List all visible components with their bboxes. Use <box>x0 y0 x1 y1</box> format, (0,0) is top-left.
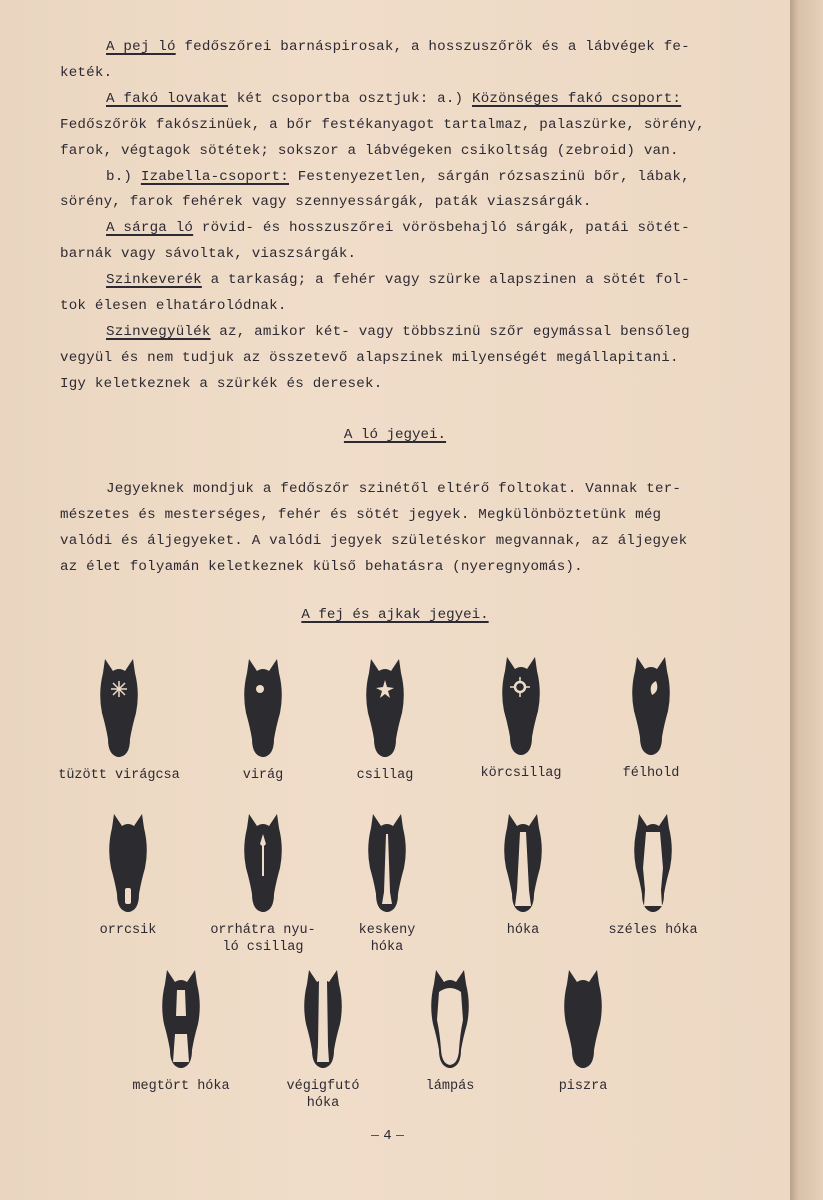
jegyek-line-1: Jegyeknek mondjuk a fedőszőr szinétől eltérő foltokat. Vannak ter- <box>106 481 682 497</box>
horse-head-icon <box>238 657 288 759</box>
pej-text: fedőszőrei barnáspirosak, a hosszuszőrök és a lábvégek fe- <box>175 39 690 55</box>
horse-head-icon <box>360 657 410 759</box>
figure-label: széles hóka <box>608 923 698 938</box>
horse-head-icon <box>298 968 348 1070</box>
figure-piszra <box>508 968 658 1095</box>
horse-head-icon <box>425 968 475 1070</box>
sarga-text: rövid- és hosszuszőrei vörösbehajló sárgák, patái sötét- <box>193 220 690 237</box>
fako-text: két csoportba osztjuk: a.) <box>228 90 472 107</box>
izabella-line-2: sörény, farok fehérek vagy szennyessárgák, paták viaszsárgák. <box>60 194 592 211</box>
fako-paragraph <box>60 87 740 113</box>
kozonseges-term: Közönséges fakó csoport: <box>472 90 682 107</box>
szinkeverek-term: Szinkeverék <box>106 272 202 289</box>
sarga-term: A sárga ló <box>106 220 194 237</box>
fako-line-3: farok, végtagok sötétek; sokszor a lábvégeken csikoltság (zebroid) van. <box>60 142 679 159</box>
szinvegyulek-line-3: Igy keletkeznek a szürkék és deresek. <box>60 375 383 392</box>
figure-label-line-1: orrhátra nyu- <box>210 923 316 938</box>
figure-label: félhold <box>622 766 680 781</box>
figure-csillag <box>310 657 460 784</box>
intro-text <box>60 35 740 398</box>
figure-label: piszra <box>558 1079 608 1094</box>
figure-megtort-hoka <box>106 968 256 1095</box>
szinvegyulek-text: az, amikor két- vagy többszinü szőr egymással bensőleg <box>210 323 690 340</box>
pej-term: A pej ló <box>106 39 176 55</box>
figure-label-line-1: keskeny <box>358 923 416 938</box>
horse-head-icon <box>238 812 288 914</box>
figure-szeles-hoka <box>578 812 728 939</box>
szinvegyulek-term: Szinvegyülék <box>106 323 211 340</box>
heading-text: A ló jegyei. <box>343 427 447 443</box>
page-number-text: 4 <box>383 1128 392 1144</box>
fako-line-2: Fedőszőrök fakószinüek, a bőr festékanyagot tartalmaz, palaszürke, sörény, <box>60 116 705 133</box>
horse-head-icon <box>558 968 608 1070</box>
figure-label: hóka <box>506 923 540 938</box>
szinkeverek-text: a tarkaság; a fehér vagy szürke alapszinen a sötét fol- <box>201 272 690 289</box>
szinvegyulek-line-2: vegyül és nem tudjuk az összetevő alapszinek milyenségét megállapitani. <box>60 349 679 366</box>
jegyek-line-3: valódi és áljegyeket. A valódi jegyek születéskor megvannak, az áljegyek <box>60 533 688 549</box>
pej-text-cont: keték. <box>60 64 113 81</box>
figure-label-line-1: végigfutó <box>286 1079 360 1094</box>
jegyek-paragraph <box>60 476 740 580</box>
section-heading-jegyek <box>0 427 790 443</box>
horse-head-icon <box>156 968 206 1070</box>
heading-text: A fej és ajkak jegyei. <box>301 607 489 623</box>
horse-head-icon <box>496 655 546 757</box>
sarga-paragraph <box>60 216 740 242</box>
izabella-text: Festenyezetlen, sárgán rózsaszinü bőr, lábak, <box>289 168 690 185</box>
figure-label: virág <box>242 768 284 783</box>
figure-label-line-2: hóka <box>370 940 404 955</box>
section-heading-fej <box>0 607 790 623</box>
jegyek-line-4: az élet folyamán keletkeznek külső behatásra (nyeregnyomás). <box>60 559 583 575</box>
figure-label: orrcsik <box>99 923 157 938</box>
dash-left <box>371 1135 379 1137</box>
izabella-paragraph <box>60 165 740 191</box>
figure-felhold <box>576 655 726 782</box>
figure-tuzott-viragcsa <box>44 657 194 784</box>
horse-head-icon <box>628 812 678 914</box>
figure-orrcsik <box>53 812 203 939</box>
jegyek-line-2: mészetes és mesterséges, fehér és sötét jegyek. Megkülönböztetünk még <box>60 507 662 523</box>
izabella-prefix: b.) <box>106 168 141 185</box>
figure-label: megtört hóka <box>132 1079 230 1094</box>
szinvegyulek-paragraph <box>60 320 740 346</box>
figure-label-line-2: hóka <box>306 1096 340 1111</box>
figure-label: körcsillag <box>480 766 562 781</box>
horse-head-icon <box>94 657 144 759</box>
figure-korcsillag <box>446 655 596 782</box>
figure-keskeny-hoka <box>312 812 462 956</box>
figure-label-line-2: ló csillag <box>222 940 304 955</box>
figure-label: tüzött virágcsa <box>58 768 180 783</box>
szinkeverek-line-2: tok élesen elhatárolódnak. <box>60 298 287 315</box>
figure-label: csillag <box>356 768 414 783</box>
sarga-line-2: barnák vagy sávoltak, viaszsárgák. <box>60 246 357 263</box>
izabella-term: Izabella-csoport: <box>140 168 289 185</box>
horse-head-icon <box>362 812 412 914</box>
horse-head-icon <box>626 655 676 757</box>
horse-head-icon <box>103 812 153 914</box>
horse-head-icon <box>498 812 548 914</box>
dash-right <box>396 1135 404 1137</box>
page-number <box>0 1128 775 1144</box>
page-edge <box>790 0 823 1200</box>
szinkeverek-paragraph <box>60 268 740 294</box>
figure-lampas <box>375 968 525 1095</box>
figure-label: lámpás <box>425 1079 475 1094</box>
pej-paragraph <box>60 35 740 61</box>
figure-hoka <box>448 812 598 939</box>
fako-term: A fakó lovakat <box>106 90 228 107</box>
